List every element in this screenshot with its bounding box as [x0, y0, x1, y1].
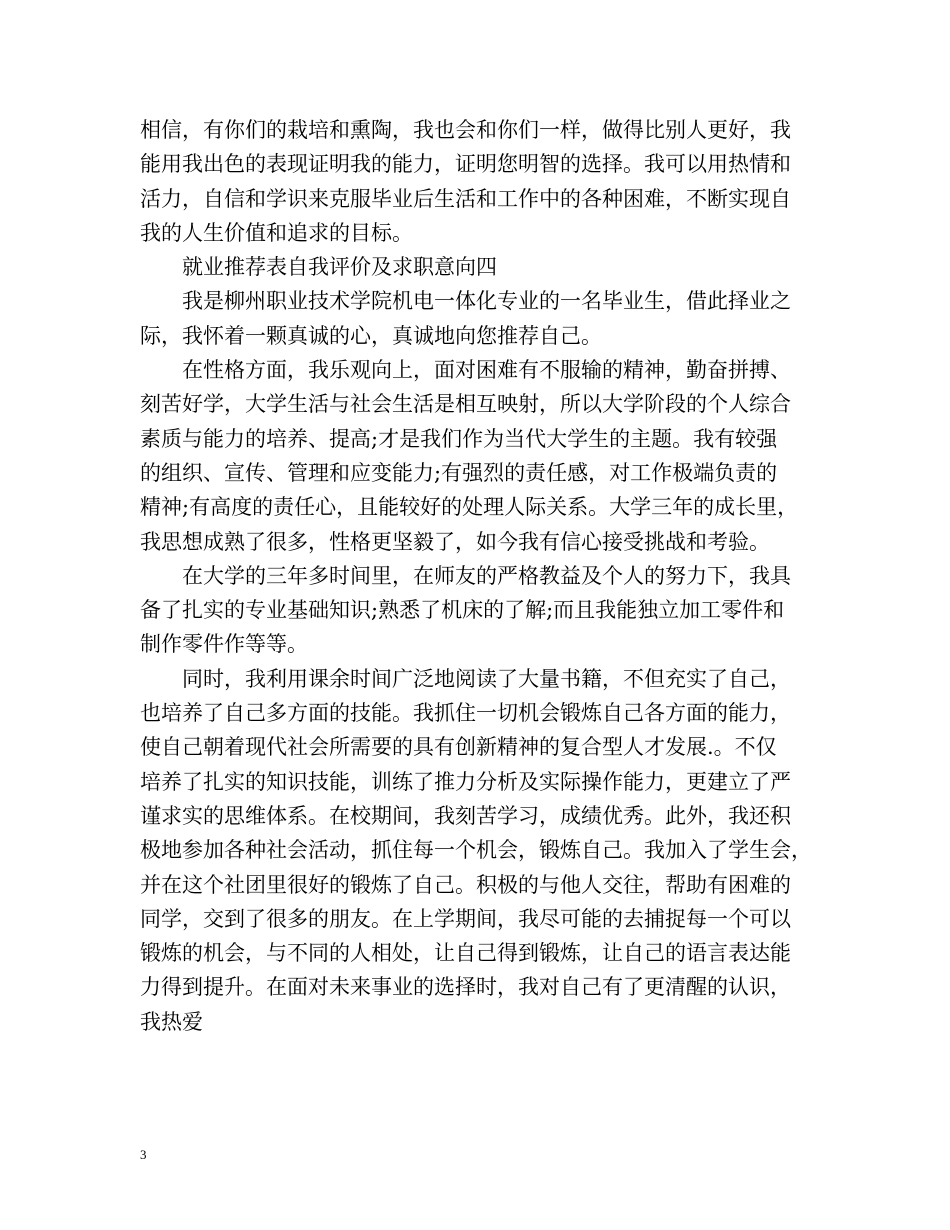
text-line: 并在这个社团里很好的锻炼了自己。积极的与他人交往，帮助有困难的: [140, 872, 791, 897]
document-body: [140, 113, 830, 1039]
text-line: 谨求实的思维体系。在校期间，我刻苦学习，成绩优秀。此外，我还积: [140, 803, 791, 828]
text-line: 锻炼的机会，与不同的人相处，让自己得到锻炼，让自己的语言表达能: [140, 941, 791, 966]
text-line: 相信，有你们的栽培和熏陶，我也会和你们一样，做得比别人更好，我: [140, 118, 791, 142]
text-line: 制作零件作等等。: [140, 632, 308, 657]
text-line: 素质与能力的培养、提高;才是我们作为当代大学生的主题。我有较强: [140, 426, 778, 451]
page-number: 3: [140, 1147, 147, 1162]
text-line: 极地参加各种社会活动，抓住每一个机会，锻炼自己。我加入了学生会，: [140, 838, 812, 863]
text-line: 也培养了自己多方面的技能。我抓住一切机会锻炼自己各方面的能力，: [140, 701, 791, 726]
text-line: 际，我怀着一颗真诚的心，真诚地向您推荐自己。: [140, 323, 602, 348]
text-line: 同时，我利用课余时间广泛地阅读了大量书籍，不但充实了自己，: [182, 666, 791, 691]
section-heading: 就业推荐表自我评价及求职意向四: [182, 255, 497, 280]
text-line: 精神;有高度的责任心，且能较好的处理人际关系。大学三年的成长里，: [140, 495, 799, 520]
text-line: 我思想成熟了很多，性格更坚毅了，如今我有信心接受挑战和考验。: [140, 529, 770, 554]
text-line: 备了扎实的专业基础知识;熟悉了机床的了解;而且我能独立加工零件和: [140, 598, 785, 623]
text-line: 刻苦好学，大学生活与社会生活是相互映射，所以大学阶段的个人综合: [140, 392, 791, 417]
text-line: 在性格方面，我乐观向上，面对困难有不服输的精神，勤奋拼搏、: [182, 358, 791, 383]
text-line: 能用我出色的表现证明我的能力，证明您明智的选择。我可以用热情和: [140, 152, 791, 177]
text-line: 我是柳州职业技术学院机电一体化专业的一名毕业生，借此择业之: [182, 289, 791, 314]
text-line: 同学，交到了很多的朋友。在上学期间，我尽可能的去捕捉每一个可以: [140, 906, 791, 931]
text-line: 使自己朝着现代社会所需要的具有创新精神的复合型人才发展.。不仅: [140, 735, 777, 760]
text-line: 培养了扎实的知识技能，训练了推力分析及实际操作能力，更建立了严: [140, 769, 791, 794]
text-line: 活力，自信和学识来克服毕业后生活和工作中的各种困难，不断实现自: [140, 186, 791, 211]
text-line: 力得到提升。在面对未来事业的选择时，我对自己有了更清醒的认识，: [140, 975, 791, 1000]
text-line: 在大学的三年多时间里，在师友的严格教益及个人的努力下，我具: [182, 563, 791, 588]
text-line: 的组织、宣传、管理和应变能力;有强烈的责任感，对工作极端负责的: [140, 460, 778, 485]
text-line: 我的人生价值和追求的目标。: [140, 220, 413, 245]
text-line: 我热爱: [140, 1009, 203, 1034]
